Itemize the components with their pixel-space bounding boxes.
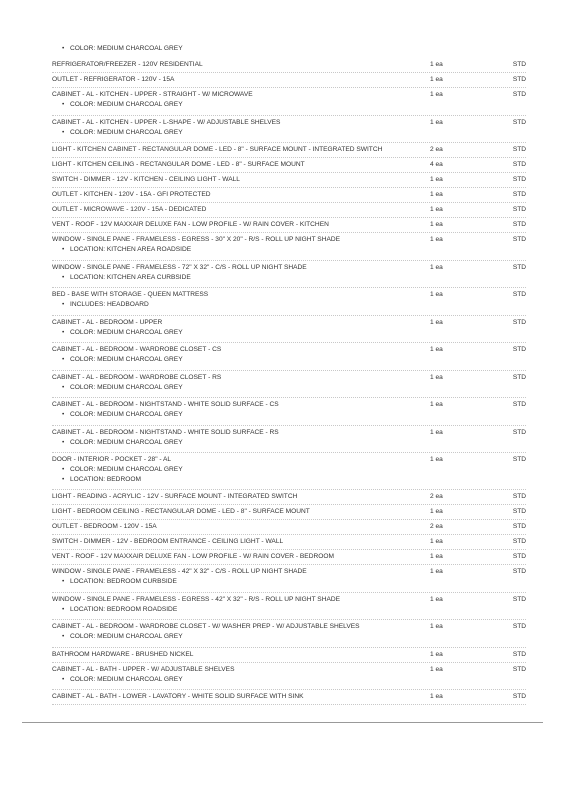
item-quantity: 1 ea: [430, 693, 443, 700]
item-standard: STD: [512, 553, 526, 560]
item-row: [52, 567, 526, 577]
item-standard: STD: [512, 118, 526, 126]
item-row: [52, 428, 526, 438]
item-row: [52, 220, 526, 230]
bullet-icon: •: [62, 438, 65, 446]
item-description: CABINET - AL - BEDROOM - WARDROBE CLOSET - CS: [52, 346, 222, 353]
item-standard: STD: [512, 221, 526, 228]
item-quantity: 2 ea: [430, 523, 443, 530]
item-quantity: 1 ea: [430, 428, 443, 436]
item-note: [52, 273, 526, 283]
item-note: [52, 632, 526, 642]
item-description: CABINET - AL - BEDROOM - NIGHTSTAND - WHITE SOLID SURFACE - RS: [52, 428, 279, 436]
item-description: LIGHT - READING - ACRYLIC - 12V - SURFACE MOUNT - INTEGRATED SWITCH: [52, 493, 298, 500]
item-row: [52, 692, 526, 702]
item-quantity: 1 ea: [430, 61, 443, 68]
item-note-text: LOCATION: BEDROOM: [70, 475, 141, 483]
item-note-text: COLOR: MEDIUM CHARCOAL GREY: [70, 438, 183, 446]
item-note: [52, 383, 526, 393]
list-item: [52, 88, 526, 116]
list-item: [52, 203, 526, 218]
item-description: VENT - ROOF - 12V MAXXAIR DELUXE FAN - LOW PROFILE - W/ RAIN COVER - KITCHEN: [52, 221, 329, 228]
bullet-icon: •: [62, 273, 65, 281]
item-note: [52, 100, 526, 110]
item-row: [52, 145, 526, 155]
item-list: [52, 58, 526, 705]
item-description: CABINET - AL - BEDROOM - NIGHTSTAND - WHITE SOLID SURFACE - CS: [52, 401, 279, 408]
bullet-icon: •: [62, 675, 65, 683]
list-item: [52, 453, 526, 490]
item-description: CABINET - AL - BEDROOM - WARDROBE CLOSET - RS: [52, 373, 222, 381]
bullet-icon: •: [62, 578, 65, 585]
lead-note-text: COLOR: MEDIUM CHARCOAL GREY: [70, 45, 183, 52]
list-item: [52, 535, 526, 550]
item-row: [52, 118, 526, 128]
item-quantity: 1 ea: [430, 91, 443, 98]
item-quantity: 1 ea: [430, 538, 443, 545]
item-description: WINDOW - SINGLE PANE - FRAMELESS - 72" X 32" - C/S - ROLL UP NIGHT SHADE: [52, 263, 307, 271]
item-quantity: 1 ea: [430, 221, 443, 228]
lead-note: [52, 44, 526, 58]
item-quantity: 1 ea: [430, 263, 443, 271]
item-quantity: 2 ea: [430, 493, 443, 500]
list-item: [52, 690, 526, 705]
bullet-icon: •: [62, 605, 65, 613]
item-standard: STD: [512, 523, 526, 530]
list-item: [52, 426, 526, 454]
page-divider: [22, 722, 543, 723]
item-quantity: 1 ea: [430, 373, 443, 381]
item-note: [52, 675, 526, 685]
bullet-icon: •: [62, 466, 65, 473]
list-item: [52, 505, 526, 520]
item-standard: STD: [512, 456, 526, 463]
item-standard: STD: [512, 493, 526, 500]
item-note: [52, 128, 526, 138]
bullet-icon: •: [62, 128, 65, 136]
item-description: DOOR - INTERIOR - POCKET - 28" - AL: [52, 456, 172, 463]
item-standard: STD: [512, 650, 526, 658]
list-item: [52, 218, 526, 233]
item-description: CABINET - AL - KITCHEN - UPPER - L-SHAPE - W/ ADJUSTABLE SHELVES: [52, 118, 281, 126]
list-item: [52, 398, 526, 426]
item-note: [52, 475, 526, 485]
item-row: [52, 492, 526, 502]
item-standard: STD: [512, 263, 526, 271]
item-note-text: INCLUDES: HEADBOARD: [70, 301, 149, 308]
item-description: BED - BASE WITH STORAGE - QUEEN MATTRESS: [52, 291, 209, 298]
bullet-icon: •: [62, 328, 65, 336]
list-item: [52, 316, 526, 344]
item-row: [52, 318, 526, 328]
item-note: [52, 438, 526, 448]
item-standard: STD: [512, 665, 526, 673]
item-description: REFRIGERATOR/FREEZER - 120V RESIDENTIAL: [52, 61, 203, 68]
item-standard: STD: [512, 568, 526, 575]
item-standard: STD: [512, 373, 526, 381]
item-row: [52, 622, 526, 632]
item-description: VENT - ROOF - 12V MAXXAIR DELUXE FAN - LOW PROFILE - W/ RAIN COVER - BEDROOM: [52, 553, 334, 560]
item-standard: STD: [512, 401, 526, 408]
list-item: [52, 233, 526, 261]
list-item: [52, 565, 526, 593]
list-item: [52, 648, 526, 663]
item-description: LIGHT - KITCHEN CABINET - RECTANGULAR DOME - LED - 8" - SURFACE MOUNT - INTEGRATED SWITCH: [52, 146, 383, 153]
item-description: SWITCH - DIMMER - 12V - BEDROOM ENTRANCE - CEILING LIGHT - WALL: [52, 538, 284, 545]
item-description: WINDOW - SINGLE PANE - FRAMELESS - 42" X 32" - C/S - ROLL UP NIGHT SHADE: [52, 568, 307, 575]
item-quantity: 1 ea: [430, 553, 443, 560]
bullet-icon: •: [62, 633, 65, 640]
item-description: BATHROOM HARDWARE - BRUSHED NICKEL: [52, 650, 194, 658]
item-quantity: 1 ea: [430, 346, 443, 353]
bullet-icon: •: [62, 383, 65, 391]
item-row: [52, 175, 526, 185]
list-item: [52, 620, 526, 648]
item-note-text: LOCATION: BEDROOM ROADSIDE: [70, 605, 178, 613]
item-standard: STD: [512, 146, 526, 153]
item-quantity: 1 ea: [430, 318, 443, 326]
item-note-text: LOCATION: BEDROOM CURBSIDE: [70, 578, 177, 585]
item-row: [52, 345, 526, 355]
list-item: [52, 158, 526, 173]
list-item: [52, 371, 526, 399]
list-item: [52, 593, 526, 621]
list-item: [52, 188, 526, 203]
item-row: [52, 190, 526, 200]
list-item: [52, 58, 526, 73]
item-description: WINDOW - SINGLE PANE - FRAMELESS - EGRESS - 42" X 32" - R/S - ROLL UP NIGHT SHADE: [52, 595, 341, 603]
item-quantity: 1 ea: [430, 176, 443, 183]
item-standard: STD: [512, 623, 526, 630]
item-note-text: COLOR: MEDIUM CHARCOAL GREY: [70, 328, 183, 336]
item-note-text: LOCATION: KITCHEN AREA ROADSIDE: [70, 246, 192, 253]
item-standard: STD: [512, 693, 526, 700]
bullet-icon: •: [62, 411, 65, 418]
item-row: [52, 650, 526, 660]
bullet-icon: •: [62, 45, 65, 52]
item-row: [52, 205, 526, 215]
item-description: CABINET - AL - BATH - LOWER - LAVATORY - WHITE SOLID SURFACE WITH SINK: [52, 693, 304, 700]
list-item: [52, 520, 526, 535]
list-item: [52, 116, 526, 144]
item-quantity: 1 ea: [430, 508, 443, 515]
item-row: [52, 373, 526, 383]
item-quantity: 2 ea: [430, 146, 443, 153]
item-standard: STD: [512, 236, 526, 243]
list-item: [52, 73, 526, 88]
item-standard: STD: [512, 176, 526, 183]
item-description: CABINET - AL - BEDROOM - UPPER: [52, 318, 163, 326]
list-item: [52, 173, 526, 188]
item-standard: STD: [512, 91, 526, 98]
item-standard: STD: [512, 291, 526, 298]
bullet-icon: •: [62, 246, 65, 253]
item-row: [52, 507, 526, 517]
item-quantity: 1 ea: [430, 191, 443, 198]
item-standard: STD: [512, 191, 526, 198]
item-quantity: 1 ea: [430, 291, 443, 298]
item-note-text: COLOR: MEDIUM CHARCOAL GREY: [70, 633, 183, 640]
item-note: [52, 328, 526, 338]
item-quantity: 1 ea: [430, 623, 443, 630]
item-row: [52, 455, 526, 465]
item-quantity: 1 ea: [430, 568, 443, 575]
item-note-text: COLOR: MEDIUM CHARCOAL GREY: [70, 383, 183, 391]
item-description: WINDOW - SINGLE PANE - FRAMELESS - EGRESS - 30" X 20" - R/S - ROLL UP NIGHT SHADE: [52, 236, 341, 243]
item-standard: STD: [512, 161, 526, 168]
item-standard: STD: [512, 428, 526, 436]
list-item: [52, 663, 526, 691]
item-description: OUTLET - BEDROOM - 120V - 15A: [52, 523, 157, 530]
item-standard: STD: [512, 76, 526, 83]
item-row: [52, 75, 526, 85]
item-description: LIGHT - BEDROOM CEILING - RECTANGULAR DOME - LED - 8" - SURFACE MOUNT: [52, 508, 310, 515]
item-description: OUTLET - KITCHEN - 120V - 15A - GFI PROTECTED: [52, 191, 211, 198]
item-standard: STD: [512, 346, 526, 353]
item-row: [52, 522, 526, 532]
item-quantity: 1 ea: [430, 401, 443, 408]
item-note: [52, 300, 526, 310]
item-row: [52, 160, 526, 170]
item-row: [52, 552, 526, 562]
item-description: OUTLET - REFRIGERATOR - 120V - 15A: [52, 76, 175, 83]
item-quantity: 1 ea: [430, 236, 443, 243]
bullet-icon: •: [62, 356, 65, 363]
item-note: [52, 465, 526, 475]
item-description: CABINET - AL - BATH - UPPER - W/ ADJUSTABLE SHELVES: [52, 665, 235, 673]
spec-list: [52, 44, 526, 705]
item-quantity: 1 ea: [430, 650, 443, 658]
list-item: [52, 143, 526, 158]
item-note-text: LOCATION: KITCHEN AREA CURBSIDE: [70, 273, 191, 281]
item-note-text: COLOR: MEDIUM CHARCOAL GREY: [70, 675, 183, 683]
item-standard: STD: [512, 595, 526, 603]
item-quantity: 1 ea: [430, 456, 443, 463]
item-description: CABINET - AL - KITCHEN - UPPER - STRAIGHT - W/ MICROWAVE: [52, 91, 253, 98]
item-note: [52, 410, 526, 420]
bullet-icon: •: [62, 301, 65, 308]
item-note-text: COLOR: MEDIUM CHARCOAL GREY: [70, 466, 183, 473]
item-standard: STD: [512, 508, 526, 515]
item-row: [52, 665, 526, 675]
item-row: [52, 235, 526, 245]
item-note-text: COLOR: MEDIUM CHARCOAL GREY: [70, 411, 183, 418]
list-item: [52, 288, 526, 316]
item-description: SWITCH - DIMMER - 12V - KITCHEN - CEILING LIGHT - WALL: [52, 176, 240, 183]
item-row: [52, 60, 526, 70]
bullet-icon: •: [62, 101, 65, 108]
list-item: [52, 490, 526, 505]
item-note: [52, 605, 526, 615]
item-quantity: 1 ea: [430, 118, 443, 126]
item-quantity: 1 ea: [430, 595, 443, 603]
list-item: [52, 261, 526, 289]
item-quantity: 1 ea: [430, 76, 443, 83]
item-standard: STD: [512, 61, 526, 68]
item-description: LIGHT - KITCHEN CEILING - RECTANGULAR DOME - LED - 8" - SURFACE MOUNT: [52, 161, 305, 168]
item-standard: STD: [512, 538, 526, 545]
item-note-text: COLOR: MEDIUM CHARCOAL GREY: [70, 101, 183, 108]
item-row: [52, 290, 526, 300]
item-note-text: COLOR: MEDIUM CHARCOAL GREY: [70, 356, 183, 363]
item-quantity: 1 ea: [430, 206, 443, 213]
item-row: [52, 595, 526, 605]
item-row: [52, 400, 526, 410]
item-description: OUTLET - MICROWAVE - 120V - 15A - DEDICATED: [52, 206, 207, 213]
item-note: [52, 245, 526, 255]
list-item: [52, 550, 526, 565]
bullet-icon: •: [62, 475, 65, 483]
item-description: CABINET - AL - BEDROOM - WARDROBE CLOSET - W/ WASHER PREP - W/ ADJUSTABLE SHELVES: [52, 623, 360, 630]
item-row: [52, 263, 526, 273]
item-row: [52, 90, 526, 100]
item-quantity: 1 ea: [430, 665, 443, 673]
item-note-text: COLOR: MEDIUM CHARCOAL GREY: [70, 128, 183, 136]
list-item: [52, 343, 526, 371]
item-note: [52, 355, 526, 365]
item-row: [52, 537, 526, 547]
item-quantity: 4 ea: [430, 161, 443, 168]
item-note: [52, 577, 526, 587]
item-standard: STD: [512, 206, 526, 213]
item-standard: STD: [512, 318, 526, 326]
